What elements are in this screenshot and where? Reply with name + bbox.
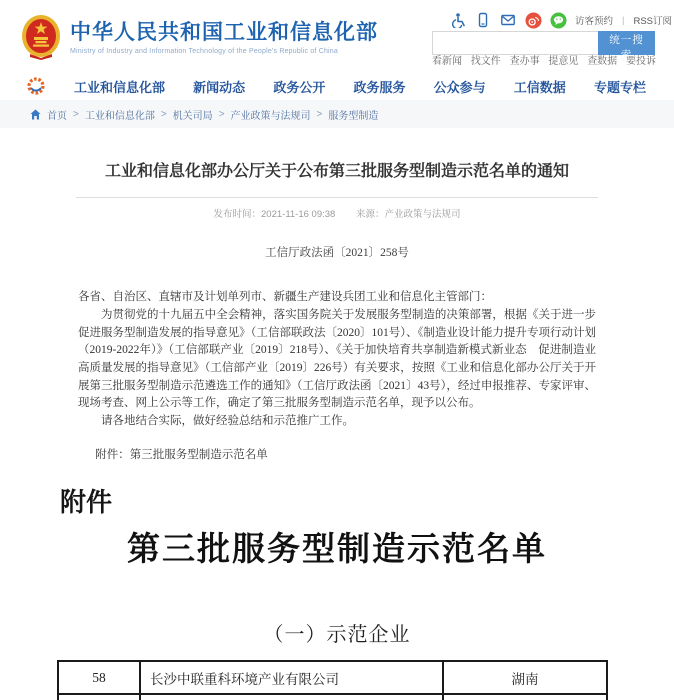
table-row xyxy=(57,660,608,695)
attachment-reference[interactable]: 附件：第三批服务型制造示范名单 xyxy=(95,449,268,462)
utility-separator: | xyxy=(622,14,625,26)
breadcrumb-departments[interactable]: 机关司局 xyxy=(172,110,213,122)
document-number: 工信厅政法函〔2021〕258号 xyxy=(265,247,409,259)
site-title: 中华人民共和国工业和信息化部 xyxy=(70,21,378,44)
national-emblem-logo[interactable] xyxy=(20,14,62,60)
quick-link-services[interactable]: 查办事 xyxy=(509,56,540,67)
cell-province: 湖南 xyxy=(511,671,539,687)
nav-item-gov-services[interactable]: 政务服务 xyxy=(353,79,406,95)
breadcrumb-current[interactable]: 服务型制造 xyxy=(328,110,379,122)
rss-subscribe-link[interactable]: RSS订阅 xyxy=(633,16,673,27)
article-title: 工业和信息化部办公厅关于公布第三批服务型制造示范名单的通知 xyxy=(104,163,569,180)
nav-item-data[interactable]: 工信数据 xyxy=(513,79,566,95)
article-source: 来源：产业政策与法规司 xyxy=(355,209,461,220)
weibo-icon[interactable] xyxy=(525,12,541,28)
article-meta xyxy=(0,206,674,220)
nav-item-news[interactable]: 新闻动态 xyxy=(193,79,246,95)
site-header xyxy=(0,0,674,72)
nav-item-miit[interactable]: 工业和信息化部 xyxy=(74,79,166,95)
quick-link-news[interactable]: 看新闻 xyxy=(432,56,462,67)
breadcrumb-home[interactable]: 首页 xyxy=(47,110,67,122)
breadcrumb-policy-dept[interactable]: 产业政策与法规司 xyxy=(230,110,311,122)
paragraph-1: 为贯彻党的十九届五中全会精神，落实国务院关于发展服务型制造的决策部署，根据《关于进一步促进服务型制造发展的指导意见》（工信部联政法〔2020〕101号）、《制造业设计能力提升专项行动计划（2019-2022年）》（工信部联产业〔2019〕218号）、《关于加快培育共享制造新模式新业态 促进制造业高质量发展的指导意见》（工信部产业〔2019〕226号）有关要求，按照《工业和信息化部办公厅关于开展第三批服务型制造示范遴选工作的通知》（工信厅政法函〔2021〕43号），经过申报推荐、专家评审、现场考查、网上公示等工作，确定了第三批服务型制造示范名单，现予以公布。 xyxy=(78,309,596,410)
title-divider xyxy=(76,197,598,198)
nav-items xyxy=(74,77,646,96)
main-nav xyxy=(0,72,674,100)
search-button[interactable]: 统一搜索 xyxy=(598,31,655,55)
site-title-block xyxy=(70,21,378,55)
demonstration-table xyxy=(57,660,608,700)
accessibility-icon[interactable] xyxy=(450,12,466,28)
cell-row-number: 58 xyxy=(92,669,106,685)
quick-link-suggestions[interactable]: 提意见 xyxy=(548,56,579,67)
nav-item-topics[interactable]: 专题专栏 xyxy=(593,79,646,95)
quick-links xyxy=(432,52,656,67)
publish-time: 发布时间：2021-11-16 09:38 xyxy=(213,209,336,220)
mobile-icon[interactable] xyxy=(475,12,491,28)
wechat-icon[interactable] xyxy=(550,12,566,28)
breadcrumb-separator: > xyxy=(218,108,225,120)
visitor-appointment-link[interactable]: 访客预约 xyxy=(575,16,614,27)
table-row-partial xyxy=(57,695,608,700)
paragraph-2: 请各地结合实际，做好经验总结和示范推广工作。 xyxy=(101,414,354,427)
miit-logo-icon xyxy=(26,76,46,96)
header-utilities xyxy=(450,12,673,28)
nav-item-participation[interactable]: 公众参与 xyxy=(433,79,486,95)
site-subtitle: Ministry of Industry and Information Technology of the People's Republic of China xyxy=(70,48,338,55)
home-icon[interactable] xyxy=(30,109,41,120)
nav-item-gov-info[interactable]: 政务公开 xyxy=(273,79,326,95)
quick-link-complaints[interactable]: 要投诉 xyxy=(625,56,656,67)
mail-icon[interactable] xyxy=(500,12,516,28)
attachment-section-title: （一）示范企业 xyxy=(263,624,411,646)
breadcrumb-separator: > xyxy=(160,108,167,120)
breadcrumb-separator: > xyxy=(73,108,79,120)
quick-link-data[interactable]: 查数据 xyxy=(587,56,618,67)
attachment-doc-title: 第三批服务型制造示范名单 xyxy=(127,530,547,567)
breadcrumb xyxy=(30,107,378,122)
breadcrumb-separator: > xyxy=(316,108,323,120)
salutation: 各省、自治区、直辖市及计划单列市、新疆生产建设兵团工业和信息化主管部门： xyxy=(78,290,492,303)
cell-company-name: 长沙中联重科环境产业有限公司 xyxy=(139,662,444,693)
breadcrumb-bar xyxy=(0,100,674,128)
breadcrumb-miit[interactable]: 工业和信息化部 xyxy=(84,110,155,122)
quick-link-files[interactable]: 找文件 xyxy=(470,56,501,67)
attachment-heading: 附件 xyxy=(60,487,113,517)
document-body xyxy=(78,245,596,476)
